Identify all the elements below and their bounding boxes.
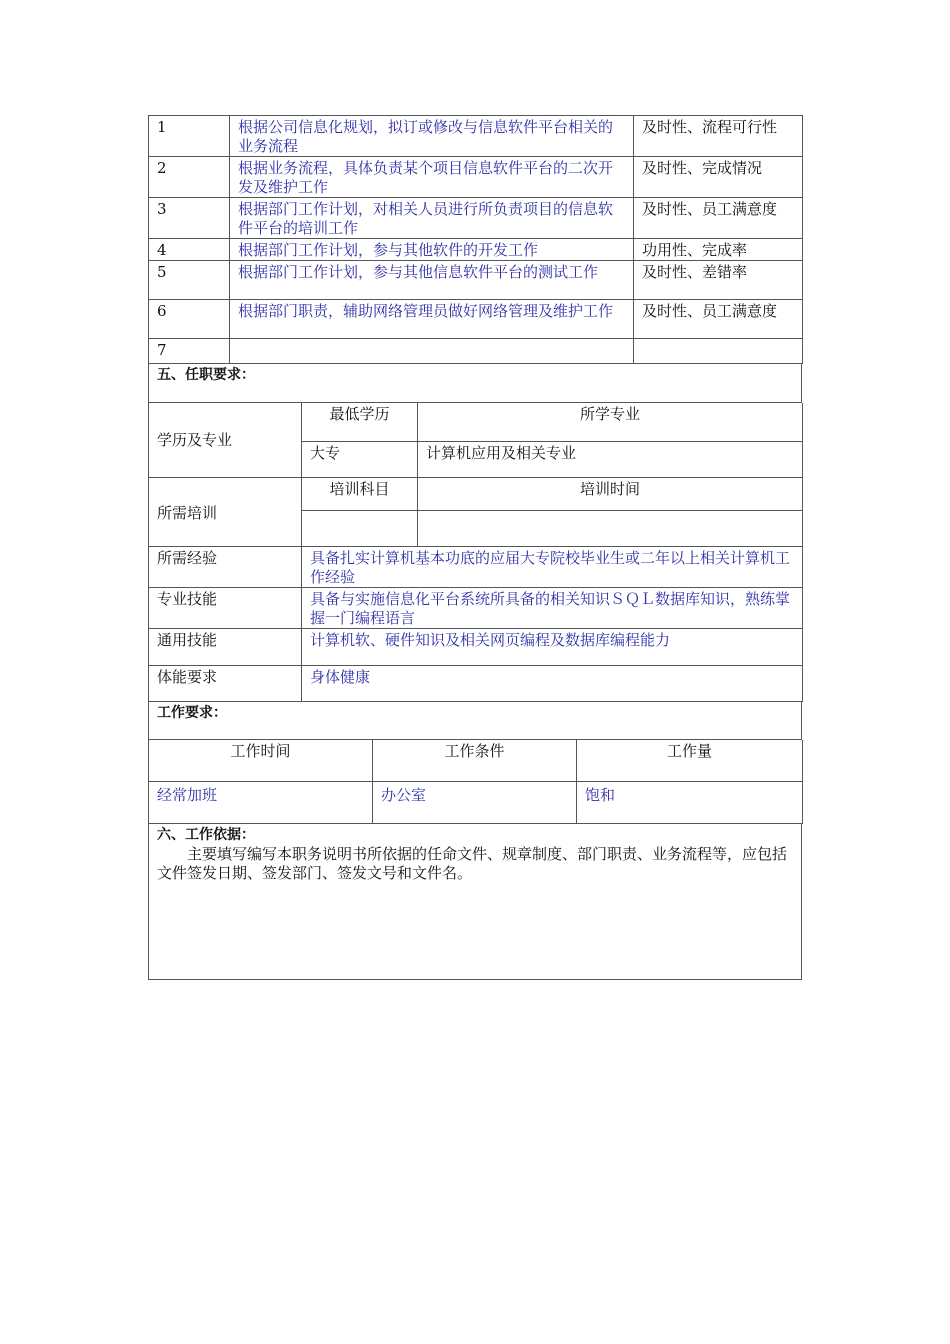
- general-skills-value: 计算机软、硬件知识及相关网页编程及数据库编程能力: [302, 629, 803, 666]
- duty-row: [149, 339, 803, 364]
- duty-row: [149, 198, 803, 239]
- duty-criteria: 及时性、流程可行性: [634, 116, 803, 157]
- experience-label: 所需经验: [149, 547, 302, 588]
- basis-heading: 六、工作依据：: [157, 827, 255, 843]
- work-condition-header: 工作条件: [373, 740, 577, 782]
- skills-value: 具备与实施信息化平台系统所具备的相关知识ＳＱＬ数据库知识，熟练掌握一门编程语言: [302, 588, 803, 629]
- min-edu-header: 最低学历: [302, 403, 418, 442]
- training-label: 所需培训: [149, 478, 302, 547]
- duty-criteria: 及时性、差错率: [634, 261, 803, 300]
- duty-criteria: 功用性、完成率: [634, 239, 803, 261]
- duty-criteria: 及时性、完成情况: [634, 157, 803, 198]
- duty-number: 1: [149, 116, 230, 157]
- duty-criteria: [634, 339, 803, 364]
- basis-cell: [149, 824, 802, 979]
- duty-number: 4: [149, 239, 230, 261]
- requirements-table: [148, 403, 803, 703]
- requirements-heading-table: [148, 364, 802, 403]
- job-description-sheet: [148, 115, 802, 980]
- general-skills-label: 通用技能: [149, 629, 302, 666]
- training-subject-header: 培训科目: [302, 478, 418, 511]
- duty-content: [230, 339, 634, 364]
- duty-number: 5: [149, 261, 230, 300]
- work-time-value: 经常加班: [149, 782, 373, 824]
- duty-criteria: 及时性、员工满意度: [634, 300, 803, 339]
- duty-content: 根据部门工作计划，对相关人员进行所负责项目的信息软件平台的培训工作: [230, 198, 634, 239]
- work-heading: 工作要求：: [149, 702, 802, 739]
- work-heading-table: [148, 702, 802, 740]
- duties-table: [148, 115, 803, 364]
- min-edu-value: 大专: [302, 442, 418, 478]
- work-load-value: 饱和: [577, 782, 803, 824]
- work-time-header: 工作时间: [149, 740, 373, 782]
- duty-row: [149, 116, 803, 157]
- duty-content: 根据部门工作计划，参与其他信息软件平台的测试工作: [230, 261, 634, 300]
- duty-number: 6: [149, 300, 230, 339]
- education-label: 学历及专业: [149, 403, 302, 478]
- physical-label: 体能要求: [149, 666, 302, 702]
- major-header: 所学专业: [418, 403, 803, 442]
- duty-row: [149, 261, 803, 300]
- duty-number: 3: [149, 198, 230, 239]
- duty-row: [149, 300, 803, 339]
- basis-text: 主要填写编写本职务说明书所依据的任命文件、规章制度、部门职责、业务流程等，应包括文件签发日期、签发部门、签发文号和文件名。: [157, 845, 788, 882]
- work-condition-value: 办公室: [373, 782, 577, 824]
- duty-row: [149, 239, 803, 261]
- work-table: [148, 740, 803, 825]
- duty-row: [149, 157, 803, 198]
- duty-content: 根据部门职责，辅助网络管理员做好网络管理及维护工作: [230, 300, 634, 339]
- experience-value: 具备扎实计算机基本功底的应届大专院校毕业生或二年以上相关计算机工作经验: [302, 547, 803, 588]
- duty-content: 根据公司信息化规划，拟订或修改与信息软件平台相关的业务流程: [230, 116, 634, 157]
- requirements-heading: 五、任职要求：: [149, 364, 802, 402]
- duty-content: 根据部门工作计划，参与其他软件的开发工作: [230, 239, 634, 261]
- work-load-header: 工作量: [577, 740, 803, 782]
- duty-criteria: 及时性、员工满意度: [634, 198, 803, 239]
- training-time-header: 培训时间: [418, 478, 803, 511]
- training-time-value: [418, 511, 803, 547]
- duty-number: 7: [149, 339, 230, 364]
- training-subject-value: [302, 511, 418, 547]
- physical-value: 身体健康: [302, 666, 803, 702]
- basis-table: [148, 824, 802, 980]
- skills-label: 专业技能: [149, 588, 302, 629]
- duty-number: 2: [149, 157, 230, 198]
- duty-content: 根据业务流程，具体负责某个项目信息软件平台的二次开发及维护工作: [230, 157, 634, 198]
- major-value: 计算机应用及相关专业: [418, 442, 803, 478]
